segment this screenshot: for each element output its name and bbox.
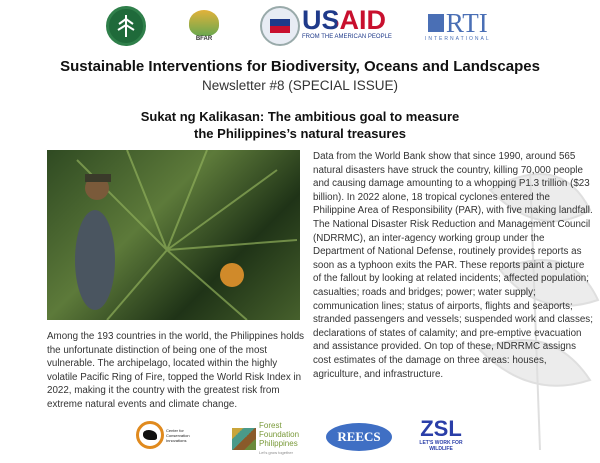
rti-text: RTI — [445, 8, 488, 38]
zsl-logo — [418, 418, 464, 452]
usaid-seal-icon — [260, 6, 300, 46]
article-headline — [60, 108, 540, 142]
rti-tagline: INTERNATIONAL — [425, 36, 491, 42]
rti-logo — [425, 10, 491, 42]
cci-text: Center for Conservation Innovations — [166, 427, 190, 443]
bfar-text: BFAR — [195, 36, 213, 42]
cci-logo — [136, 421, 196, 449]
zsl-tagline: LET'S WORK FOR WILDLIFE — [419, 440, 463, 452]
ffp-logo — [232, 421, 303, 457]
article-body-right: Data from the World Bank show that since 1990, around 565 natural disasters have struck the country, killing 70,000 people and causing damage amounting to a whopping P1.3 trillion ($23 billion). In 2022 alone, 18 tropical cyclones entered the Philippine Area of Responsibility (PAR), with five making landfall. The National Disaster Risk Reduction and Management Council (NDRRMC), an inter-agency working group under the Department of National Defense, routinely provides reports as soon as a typhoon exits the PAR. These reports paint a picture of the fallout by looking at related incidents; affected population; casualties; roads and bridges; power; water supply; communication lines; status of airports, flights and seaports; stranded passengers and vessels; suspended work and classes; declarations of states of calamity; and pre-emptive evacuation and assistance provided. On top of these, NDRRMC assigns cost estimates of the damage on three areas: houses, agriculture, and infrastructure. — [313, 151, 593, 380]
zsl-text: ZSL — [420, 416, 462, 441]
ffp-text: Forest Foundation Philippines — [259, 421, 300, 448]
newsletter-subtitle: Newsletter #8 (SPECIAL ISSUE) — [201, 78, 399, 93]
usaid-tagline: FROM THE AMERICAN PEOPLE — [302, 34, 392, 40]
bird-icon — [136, 421, 164, 449]
usaid-text: USAID — [302, 5, 387, 35]
reecs-logo: REECS — [326, 423, 392, 451]
ffp-tagline: Let's grow together — [259, 450, 293, 455]
article-photo — [47, 150, 300, 320]
headline-line-2: the Philippines’s natural treasures — [194, 126, 406, 141]
usaid-logo — [302, 6, 392, 40]
newsletter-title: Sustainable Interventions for Biodiversity, Oceans and Landscapes — [60, 58, 540, 75]
denr-logo — [106, 6, 146, 46]
headline-line-1: Sukat ng Kalikasan: The ambitious goal to measure — [140, 109, 460, 124]
bfar-logo — [180, 5, 228, 47]
article-body-left: Among the 193 countries in the world, the Philippines holds the unfortunate distinction of being one of the most vulnerable. The archipelago, located within the highly volatile Pacific Ring of Fire, topped the World Risk Index in 2022, making it the country with the greatest risk from extreme natural events and climate change. — [47, 331, 305, 410]
